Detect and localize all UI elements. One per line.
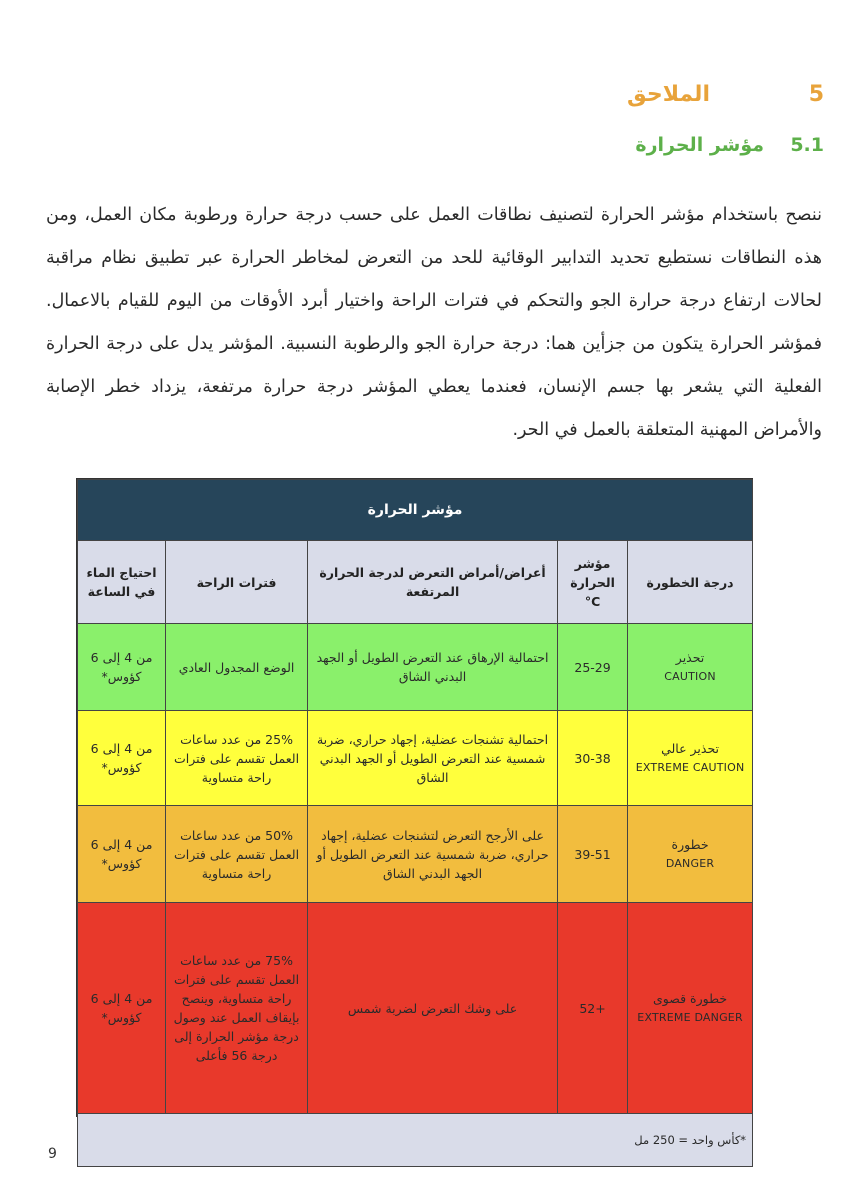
severity-en: CAUTION — [664, 670, 716, 683]
severity-ar: تحذير عالي — [661, 741, 720, 756]
symptoms-cell: على وشك التعرض لضربة شمس — [308, 903, 558, 1114]
rest-cell: 75% من عدد ساعات العمل تقسم على فترات راحة متساوية، وينصح بإيقاف العمل عند وصول درجة مؤشر الحرارة إلى درجة 56 فأعلى — [166, 903, 308, 1114]
subsection-heading — [600, 134, 828, 164]
subsection-title: مؤشر الحرارة — [635, 134, 764, 156]
table-footnote: *كأس واحد = 250 مل — [78, 1114, 753, 1167]
water-cell: من 4 إلى 6 كؤوس* — [78, 806, 166, 903]
severity-cell — [628, 903, 753, 1114]
water-cell: من 4 إلى 6 كؤوس* — [78, 624, 166, 711]
heat-index-table — [76, 478, 753, 1147]
severity-ar: خطورة قصوى — [653, 991, 728, 1006]
rest-cell: 25% من عدد ساعات العمل تقسم على فترات راحة متساوية — [166, 711, 308, 806]
severity-en: EXTREME DANGER — [637, 1011, 743, 1024]
severity-en: EXTREME CAUTION — [635, 761, 745, 774]
section-number: 5 — [808, 82, 824, 107]
rest-cell: الوضع المجدول العادي — [166, 624, 308, 711]
symptoms-cell: احتمالية الإرهاق عند التعرض الطويل أو الجهد البدني الشاق — [308, 624, 558, 711]
section-title: الملاحق — [627, 82, 710, 107]
table-row — [78, 711, 753, 806]
header-rest: فترات الراحة — [166, 541, 308, 624]
symptoms-cell: على الأرجح التعرض لتشنجات عضلية، إجهاد حراري، ضربة شمسية عند التعرض الطويل أو الجهد البدني الشاق — [308, 806, 558, 903]
intro-paragraph: ننصح باستخدام مؤشر الحرارة لتصنيف نطاقات العمل على حسب درجة حرارة ورطوبة مكان العمل، ومن هذه النطاقات نستطيع تحديد التدابير الوقائية للحد من التعرض لمخاطر الحرارة عبر تطبيق نظام مراقبة لحالات ارتفاع درجة حرارة الجو والتحكم في فترات الراحة واختيار أبرد الأوقات من اليوم للقيام بالاعمال. فمؤشر الحرارة يتكون من جزأين هما: درجة حرارة الجو والرطوبة النسبية. المؤشر يدل على درجة الحرارة الفعلية التي يشعر بها جسم الإنسان، فعندما يعطي المؤشر درجة حرارة مرتفعة، يزداد خطر الإصابة والأمراض المهنية المتعلقة بالعمل في الحر. — [46, 204, 822, 440]
index-cell: +52 — [558, 903, 628, 1114]
table-row — [78, 903, 753, 1114]
severity-en: DANGER — [665, 857, 715, 870]
severity-cell — [628, 711, 753, 806]
header-index: مؤشر الحرارة C° — [558, 541, 628, 624]
water-cell: من 4 إلى 6 كؤوس* — [78, 903, 166, 1114]
page-number: 9 — [48, 1146, 57, 1162]
severity-ar: تحذير — [675, 650, 705, 665]
header-severity: درجة الخطورة — [628, 541, 753, 624]
section-heading — [600, 82, 828, 116]
symptoms-cell: احتمالية تشنجات عضلية، إجهاد حراري، ضربة شمسية عند التعرض الطويل أو الجهد البدني الشاق — [308, 711, 558, 806]
index-cell: 25-29 — [558, 624, 628, 711]
water-cell: من 4 إلى 6 كؤوس* — [78, 711, 166, 806]
table-row — [78, 806, 753, 903]
header-symptoms: أعراض/أمراض التعرض لدرجة الحرارة المرتفعة — [308, 541, 558, 624]
index-cell: 30-38 — [558, 711, 628, 806]
severity-ar: خطورة — [671, 837, 709, 852]
index-cell: 39-51 — [558, 806, 628, 903]
subsection-number: 5.1 — [790, 134, 824, 156]
header-water: احتياج الماء في الساعة — [78, 541, 166, 624]
rest-cell: 50% من عدد ساعات العمل تقسم على فترات راحة متساوية — [166, 806, 308, 903]
severity-cell — [628, 624, 753, 711]
table-title: مؤشر الحرارة — [78, 480, 753, 541]
table-row — [78, 624, 753, 711]
severity-cell — [628, 806, 753, 903]
